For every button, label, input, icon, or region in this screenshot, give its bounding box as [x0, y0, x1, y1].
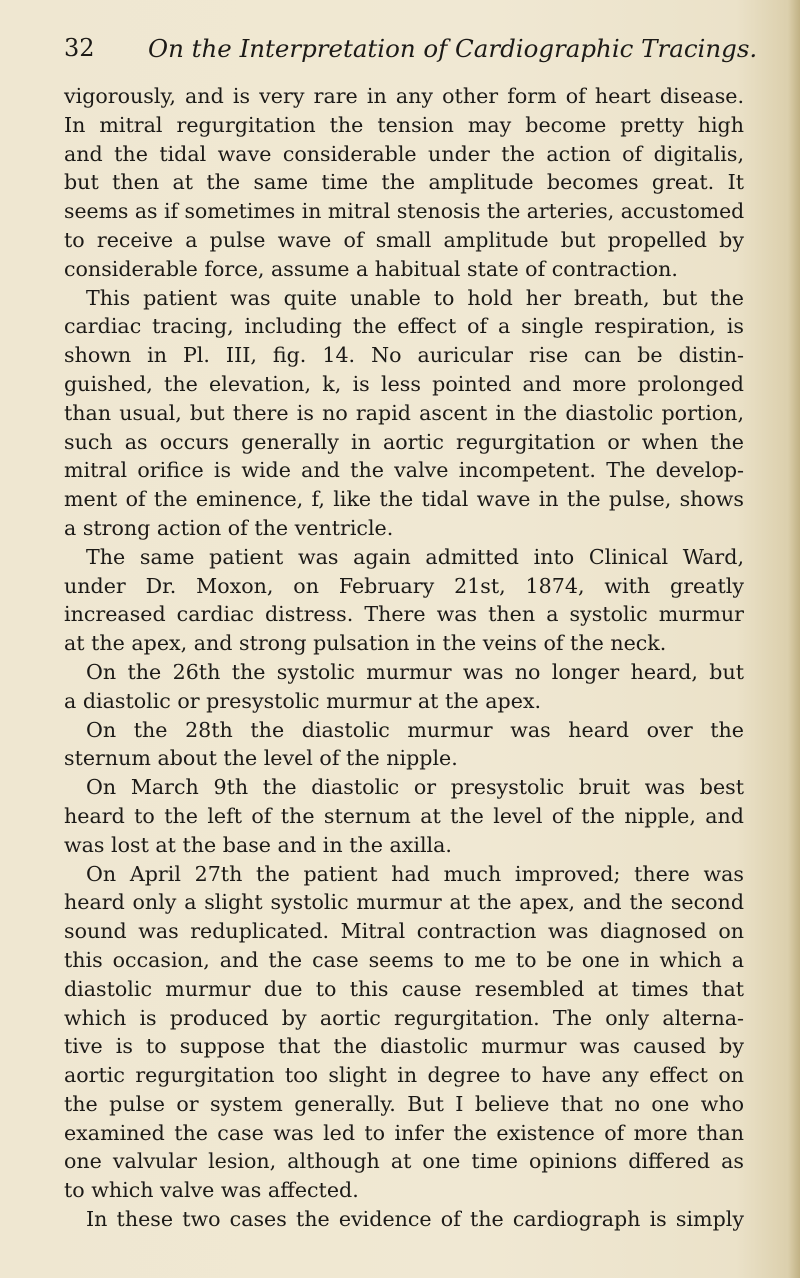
text-line: under Dr. Moxon, on February 21st, 1874, with greatly — [64, 573, 744, 598]
text-line: a diastolic or presystolic murmur at the apex. — [64, 688, 542, 713]
text-line: at the apex, and strong pulsation in the veins of the neck. — [64, 631, 667, 656]
text-line: heard only a slight systolic murmur at the apex, and the second — [64, 890, 744, 915]
text-line: one valvular lesion, although at one time opinions differed as — [64, 1149, 744, 1174]
text-line: the pulse or system generally. But I believe that no one who — [64, 1091, 744, 1116]
text-line: The same patient was again admitted into Clinical Ward, — [86, 544, 744, 569]
body-text — [64, 82, 744, 1234]
text-line: guished, the elevation, k, is less pointed and more prolonged — [64, 371, 744, 396]
text-line: than usual, but there is no rapid ascent in the diastolic portion, — [64, 400, 744, 425]
text-line: considerable force, assume a habitual state of contraction. — [64, 256, 678, 281]
text-line: increased cardiac distress. There was then a systolic murmur — [64, 602, 744, 627]
text-line: and the tidal wave considerable under the action of digitalis, — [64, 141, 744, 166]
text-line: shown in Pl. III, fig. 14. No auricular rise can be distin- — [64, 343, 744, 368]
text-line: sound was reduplicated. Mitral contraction was diagnosed on — [64, 919, 744, 944]
text-line: cardiac tracing, including the effect of a single respiration, is — [64, 314, 744, 339]
text-line: examined the case was led to infer the existence of more than — [64, 1120, 744, 1145]
text-line: On April 27th the patient had much improved; there was — [86, 861, 744, 886]
text-line: This patient was quite unable to hold her breath, but the — [86, 285, 744, 310]
page-number: 32 — [64, 34, 95, 62]
text-line: to receive a pulse wave of small amplitude but propelled by — [64, 227, 744, 252]
page-edge-shading — [788, 0, 800, 1278]
text-line: vigorously, and is very rare in any other form of heart disease. — [64, 84, 744, 108]
text-line: tive is to suppose that the diastolic murmur was caused by — [64, 1034, 744, 1059]
text-line: mitral orifice is wide and the valve incompetent. The develop- — [64, 458, 744, 483]
text-line: seems as if sometimes in mitral stenosis the arteries, accustomed — [64, 199, 745, 224]
text-line: aortic regurgitation too slight in degree to have any effect on — [64, 1063, 744, 1088]
text-line: In mitral regurgitation the tension may become pretty high — [64, 112, 744, 137]
text-line: to which valve was affected. — [64, 1178, 359, 1203]
page-header — [64, 34, 758, 74]
text-line: which is produced by aortic regurgitation. The only alterna- — [64, 1005, 744, 1030]
text-line: On the 28th the diastolic murmur was heard over the — [86, 717, 744, 742]
text-line: diastolic murmur due to this cause resembled at times that — [64, 976, 744, 1001]
running-title: On the Interpretation of Cardiographic Tracings. — [148, 34, 758, 63]
text-line: heard to the left of the sternum at the level of the nipple, and — [64, 803, 744, 828]
text-line: On the 26th the systolic murmur was no longer heard, but — [86, 659, 744, 684]
text-line: a strong action of the ventricle. — [64, 515, 394, 540]
text-line: sternum about the level of the nipple. — [64, 746, 458, 771]
text-line: such as occurs generally in aortic regurgitation or when the — [64, 429, 744, 454]
text-line: On March 9th the diastolic or presystolic bruit was best — [86, 775, 744, 800]
text-line: this occasion, and the case seems to me to be one in which a — [64, 947, 744, 972]
text-line: was lost at the base and in the axilla. — [64, 832, 452, 857]
text-line: ment of the eminence, f, like the tidal wave in the pulse, shows — [64, 487, 744, 512]
text-line: In these two cases the evidence of the cardiograph is simply — [86, 1207, 744, 1232]
text-line: but then at the same time the amplitude becomes great. It — [64, 170, 744, 195]
